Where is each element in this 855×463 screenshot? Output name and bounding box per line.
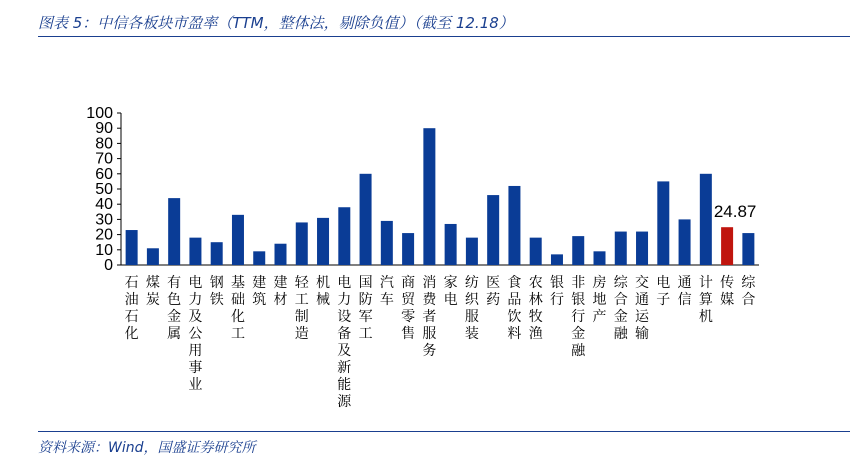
x-category-label: 电力及公用事业 — [188, 275, 203, 393]
y-tick-label: 0 — [104, 257, 113, 274]
x-category-label: 商贸零售 — [401, 275, 416, 342]
bar — [147, 248, 159, 265]
bar — [445, 224, 457, 265]
bar — [423, 128, 435, 265]
bar — [126, 230, 138, 265]
bar — [296, 222, 308, 265]
x-category-label: 有色金属 — [167, 275, 182, 342]
x-category-label: 通信 — [677, 275, 692, 308]
x-category-label: 电力设备及新能源 — [337, 275, 352, 410]
bar — [168, 198, 180, 265]
x-category-label: 轻工制造 — [294, 275, 309, 342]
bar — [275, 244, 287, 265]
bar — [338, 207, 350, 265]
x-category-label: 农林牧渔 — [528, 275, 543, 342]
bar — [317, 218, 329, 265]
bar — [551, 254, 563, 265]
x-category-label: 电子 — [656, 275, 671, 308]
x-category-label: 房地产 — [592, 275, 607, 325]
x-category-label: 传媒 — [720, 275, 735, 308]
x-category-label: 纺织服装 — [464, 275, 479, 342]
y-tick-label: 40 — [95, 196, 113, 214]
x-category-label: 综合 — [741, 275, 756, 308]
bar — [657, 181, 669, 265]
bar — [721, 227, 733, 265]
x-category-label: 汽车 — [379, 275, 394, 308]
bar — [232, 215, 244, 265]
data-label: 24.87 — [713, 202, 757, 222]
x-category-label: 石油石化 — [124, 275, 139, 342]
bar — [530, 238, 542, 265]
bar — [381, 221, 393, 265]
x-category-label: 家电 — [443, 275, 458, 308]
bar — [636, 232, 648, 265]
bar — [253, 251, 265, 265]
x-category-label: 食品饮料 — [507, 275, 522, 342]
figure-title: 图表 5：中信各板块市盈率（TTM，整体法，剔除负值）（截至 12.18） — [38, 14, 514, 32]
y-tick-label: 20 — [95, 226, 113, 244]
x-category-label: 煤炭 — [145, 275, 160, 308]
bar — [572, 236, 584, 265]
x-category-label: 国防军工 — [358, 275, 373, 342]
x-category-label: 交通运输 — [635, 275, 650, 342]
source-note: 资料来源：Wind，国盛证券研究所 — [38, 440, 256, 456]
bar — [211, 242, 223, 265]
x-category-label: 非银行金融 — [571, 275, 586, 359]
bar — [615, 232, 627, 265]
y-tick-label: 60 — [95, 165, 113, 183]
x-category-label: 基础化工 — [230, 275, 245, 342]
y-tick-label: 70 — [95, 150, 113, 168]
y-tick-label: 50 — [95, 181, 113, 198]
bar — [742, 233, 754, 265]
x-category-label: 机械 — [316, 275, 331, 308]
x-category-label: 建筑 — [252, 275, 267, 308]
bar — [189, 238, 201, 265]
x-category-label: 银行 — [549, 275, 564, 308]
y-tick-label: 80 — [95, 135, 113, 153]
bar — [402, 233, 414, 265]
bar — [679, 219, 691, 265]
x-category-label: 医药 — [486, 275, 501, 308]
y-tick-label: 10 — [95, 241, 113, 259]
bar — [594, 251, 606, 265]
y-tick-label: 30 — [95, 211, 113, 229]
y-tick-label: 100 — [86, 105, 113, 122]
x-category-label: 综合金融 — [613, 275, 628, 342]
x-category-label: 钢铁 — [209, 275, 224, 308]
footer-rule — [38, 431, 850, 432]
bar — [700, 174, 712, 265]
bar — [508, 186, 520, 265]
y-tick-label: 90 — [95, 120, 113, 138]
x-category-label: 消费者服务 — [422, 275, 437, 359]
bar — [466, 238, 478, 265]
x-category-label: 建材 — [273, 275, 288, 308]
bar — [487, 195, 499, 265]
x-category-label: 计算机 — [698, 275, 713, 325]
bar — [360, 174, 372, 265]
